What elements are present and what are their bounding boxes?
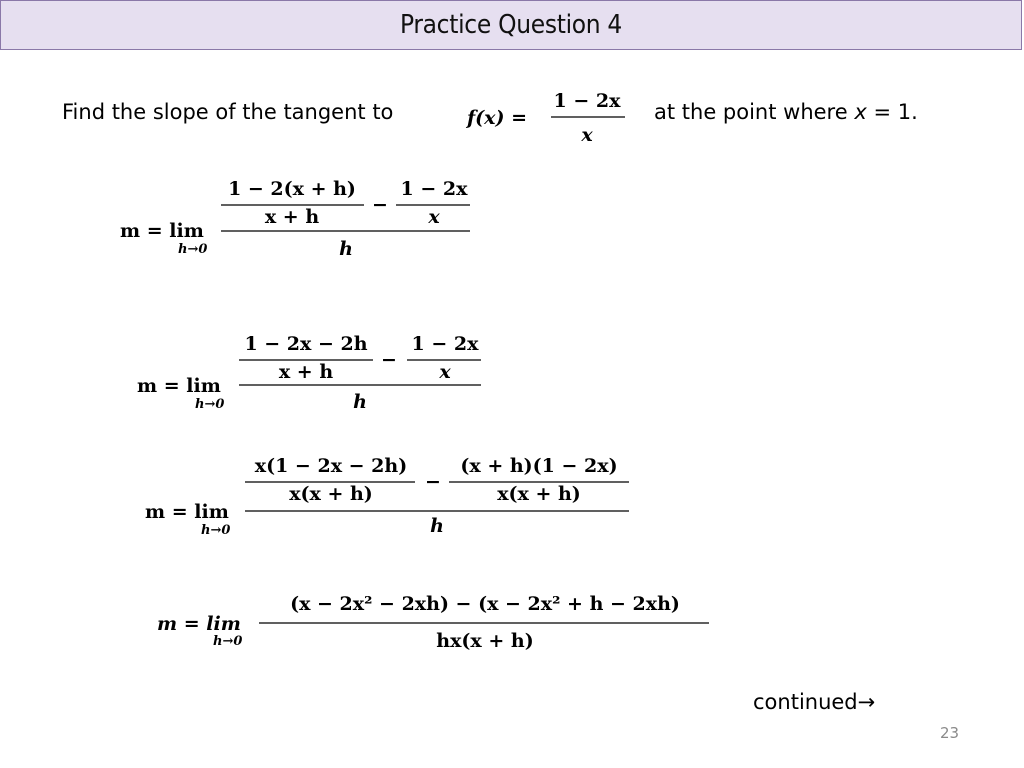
- question-suffix-text: at the point where: [654, 100, 848, 124]
- step-3-den: h: [430, 515, 444, 537]
- step-3-equation: [143, 452, 643, 542]
- function-definition: [465, 85, 635, 147]
- step-1-lhs: m = lim: [120, 220, 204, 242]
- step-3-n2-den: x(x + h): [497, 483, 581, 505]
- function-numerator: 1 − 2x: [553, 90, 621, 112]
- step-1-n1-den: x + h: [264, 206, 320, 228]
- step-4-lhs: m = lim: [157, 613, 241, 635]
- step-3-op: −: [425, 471, 441, 493]
- step-1-op: −: [372, 194, 388, 216]
- slide-title-bar: [0, 0, 1022, 50]
- step-4-sub: h→0: [213, 634, 243, 649]
- step-2-lhs: m = lim: [137, 375, 221, 397]
- question-suffix-end: = 1.: [873, 100, 918, 124]
- step-3-n2-num: (x + h)(1 − 2x): [460, 455, 618, 477]
- step-4-den: hx(x + h): [436, 630, 534, 652]
- step-3-lhs: m = lim: [145, 501, 229, 523]
- slide-number: 23: [940, 724, 960, 742]
- step-1-n2-num: 1 − 2x: [400, 178, 468, 200]
- step-2-n2-den: x: [439, 361, 451, 383]
- step-2-n2-num: 1 − 2x: [411, 333, 479, 355]
- step-3-n1-num: x(1 − 2x − 2h): [254, 455, 408, 477]
- step-2-den: h: [353, 391, 367, 413]
- step-2-sub: h→0: [195, 397, 225, 412]
- question-suffix: [654, 100, 918, 124]
- question-prefix-text: Find the slope of the tangent to: [62, 100, 394, 124]
- step-4-num: (x − 2x² − 2xh) − (x − 2x² + h − 2xh): [290, 593, 680, 615]
- question-prefix: [62, 100, 393, 124]
- step-1-den: h: [339, 238, 353, 260]
- step-4-equation: [155, 588, 725, 658]
- function-lhs: f(x) =: [467, 107, 528, 129]
- step-1-n2-den: x: [428, 206, 440, 228]
- question-var: x: [854, 100, 867, 124]
- step-3-n1-den: x(x + h): [289, 483, 373, 505]
- step-1-equation: [118, 175, 488, 265]
- step-2-n1-num: 1 − 2x − 2h: [244, 333, 368, 355]
- step-2-equation: [135, 330, 495, 420]
- function-denominator: x: [581, 124, 593, 146]
- continued-label: continued→: [753, 690, 876, 714]
- step-1-n1-num: 1 − 2(x + h): [228, 178, 356, 200]
- step-2-op: −: [381, 349, 397, 371]
- step-2-n1-den: x + h: [278, 361, 334, 383]
- step-3-sub: h→0: [201, 523, 231, 538]
- step-1-sub: h→0: [178, 242, 208, 257]
- slide-title: Practice Question 4: [399, 10, 623, 40]
